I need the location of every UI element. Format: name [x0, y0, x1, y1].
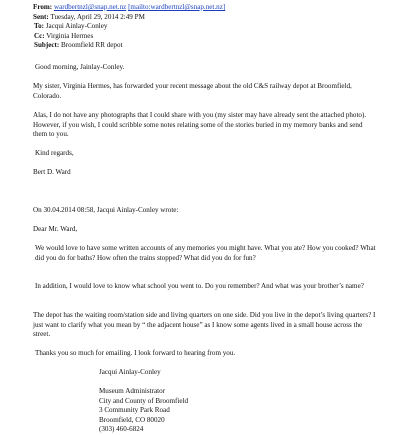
- reply-paragraph-2: Alas, I do not have any photographs that I could share with you (my sister may have already sent the attached photo). However, if you wish, I could scribble some notes relating some of the stories buried in my memory banks and send them to you.: [33, 111, 367, 138]
- to-label: To:: [34, 22, 44, 30]
- cc-label: Cc:: [34, 31, 45, 40]
- quoted-paragraph-2: In addition, I would love to know what school you went to. Do you remember? And what was your brother’s name?: [35, 282, 364, 290]
- email-header: [33, 3, 393, 51]
- from-mailto-link[interactable]: [mailto:wardbertnzl@snap.net.nz]: [128, 3, 226, 11]
- cc-line: [33, 32, 393, 42]
- sent-label: Sent:: [33, 12, 49, 21]
- signature-name: Jacqui Ainlay-Conley: [99, 368, 161, 376]
- signature-org: City and County of Broomfield: [99, 396, 189, 405]
- signature-phone: (303) 460-6824: [99, 425, 144, 433]
- cc-value: Virginia Hermes: [46, 31, 94, 40]
- signature-block: [99, 387, 349, 435]
- quoted-intro: On 30.04.2014 08:58, Jacqui Ainlay-Conley wrote:: [33, 206, 179, 214]
- subject-label: Subject:: [34, 41, 60, 49]
- quoted-salutation: Dear Mr. Ward,: [33, 225, 78, 233]
- reply-closing: Kind regards,: [35, 149, 74, 157]
- signature-city: Broomfield, CO 80020: [99, 415, 165, 424]
- reply-greeting: Good morning, Jainlay-Conley.: [35, 63, 125, 71]
- sent-line: [33, 13, 393, 23]
- subject-value: Broomfield RR depot: [61, 41, 123, 49]
- to-line: [33, 22, 393, 32]
- quoted-paragraph-1: We would love to have some written accounts of any memories you might have. What you ate? How you cooked? What did you do for baths? How often the trains stopped? What did you do for fun?: [35, 244, 376, 262]
- quoted-paragraph-4: Thanks you so much for emailing. I look forward to hearing from you.: [35, 349, 236, 357]
- signature-title: Museum Administrator: [99, 387, 166, 395]
- to-value: Jacqui Ainlay-Conley: [45, 22, 108, 30]
- from-line: [33, 3, 393, 13]
- sent-value: Tuesday, April 29, 2014 2:49 PM: [50, 12, 145, 21]
- subject-line: [33, 41, 393, 51]
- signature-name-block: [99, 368, 349, 378]
- quoted-paragraph-3: The depot has the waiting room/station side and living quarters on one side. Did you live in the depot’s living quarters? I just want to clarify what you mean by “ the adjacent house” as I know some agents lived in a small house across the street.: [33, 311, 376, 338]
- reply-sender-name: Bert D. Ward: [33, 168, 71, 176]
- from-address-link[interactable]: wardbertnzl@snap.net.nz: [53, 3, 127, 11]
- reply-paragraph-1: My sister, Virginia Hermes, has forwarded your recent message about the old C&S railway depot at Broomfield, Colorado.: [33, 82, 352, 100]
- from-label: From:: [33, 3, 53, 11]
- signature-street: 3 Community Park Road: [99, 406, 170, 414]
